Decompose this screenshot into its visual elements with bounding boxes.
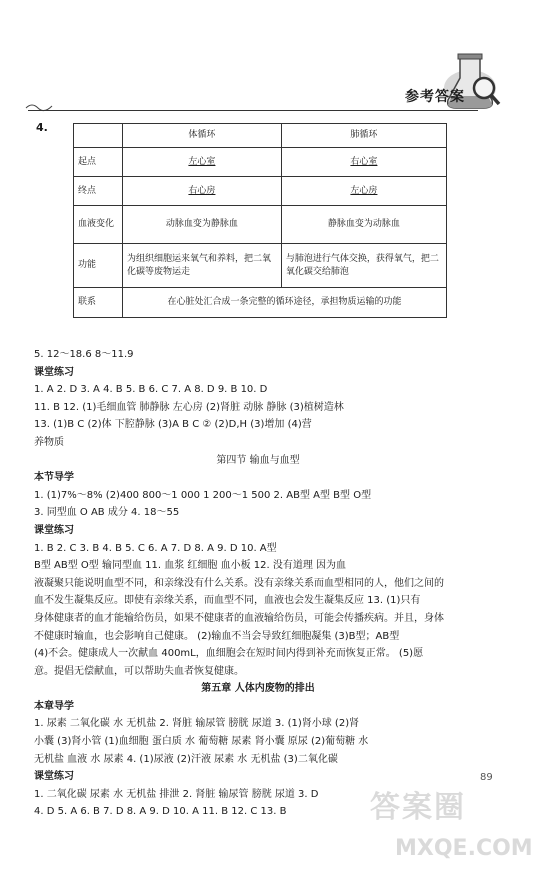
answer-content bbox=[34, 346, 482, 821]
section-heading: 课堂练习 bbox=[34, 366, 74, 378]
answer-line: 11. B 12. (1)毛细血管 肺静脉 左心房 (2)肾脏 动脉 静脉 (3)植树造林 bbox=[34, 401, 344, 413]
cell-body-start: 左心室 bbox=[188, 156, 216, 167]
chapter-title: 第五章 人体内废物的排出 bbox=[201, 683, 315, 695]
table-row bbox=[74, 206, 447, 244]
answer-line: 13. (1)B C (2)体 下腔静脉 (3)A B C ② (2)D,H (3)增加 (4)营 bbox=[34, 419, 312, 431]
cell-lung-end: 左心房 bbox=[350, 185, 378, 196]
answer-line: (4)不会。健康成人一次献血 400mL，血细胞会在短时间内得到补充而恢复正常。 (5)愿 bbox=[34, 648, 424, 660]
table-row bbox=[74, 288, 447, 318]
header-title: 参考答案 bbox=[405, 89, 465, 105]
cell-body-function: 为组织细胞运来氧气和养料，把二氧化碳等废物运走 bbox=[123, 244, 282, 288]
section-heading: 课堂练习 bbox=[34, 771, 74, 783]
answer-line: 1. B 2. C 3. B 4. B 5. C 6. A 7. D 8. A 9. D 10. A型 bbox=[34, 542, 277, 554]
answer-line: 小囊 (3)肾小管 (1)血细胞 蛋白质 水 葡萄糖 尿素 肾小囊 原尿 (2)葡萄糖 水 bbox=[34, 736, 369, 748]
section-title: 第四节 输血与血型 bbox=[216, 454, 300, 466]
answer-line: 血不发生凝集反应。即使有亲缘关系，而血型不同，血液也会发生凝集反应 13. (1)只有 bbox=[34, 595, 421, 607]
row-label: 联系 bbox=[74, 288, 123, 318]
answer-line: 1. 尿素 二氧化碳 水 无机盐 2. 肾脏 输尿管 膀胱 尿道 3. (1)肾小球 (2)肾 bbox=[34, 718, 360, 730]
answer-line: 养物质 bbox=[34, 436, 64, 448]
table-header-row bbox=[74, 124, 447, 148]
cell-link: 在心脏处汇合成一条完整的循环途径，承担物质运输的功能 bbox=[123, 288, 447, 318]
answer-line: 4. D 5. A 6. B 7. D 8. A 9. D 10. A 11. B 12. C 13. B bbox=[34, 806, 287, 818]
section-heading: 本章导学 bbox=[34, 700, 74, 712]
table-row bbox=[74, 177, 447, 206]
row-label: 血液变化 bbox=[74, 206, 123, 244]
cell-lung-start: 右心室 bbox=[350, 156, 378, 167]
table-header-body: 体循环 bbox=[123, 124, 282, 148]
question-number: 4. bbox=[36, 121, 48, 134]
table-header-lung: 肺循环 bbox=[281, 124, 446, 148]
cell-lung-change: 静脉血变为动脉血 bbox=[281, 206, 446, 244]
answer-line: 1. (1)7%～8% (2)400 800～1 000 1 200～1 500 2. AB型 A型 B型 O型 bbox=[34, 489, 372, 501]
table-row bbox=[74, 148, 447, 177]
section-heading: 课堂练习 bbox=[34, 524, 74, 536]
cell-body-end: 右心房 bbox=[188, 185, 216, 196]
answer-line: 1. 二氧化碳 尿素 水 无机盐 排泄 2. 肾脏 输尿管 膀胱 尿道 3. D bbox=[34, 788, 319, 800]
watermark-text: 答案圈 bbox=[370, 790, 466, 825]
answer-line: 无机盐 血液 水 尿素 4. (1)尿液 (2)汗液 尿素 水 无机盐 (3)二氧化碳 bbox=[34, 753, 338, 765]
answer-line: 5. 12～18.6 8～11.9 bbox=[34, 349, 134, 360]
answer-line: 液凝聚只能说明血型不同，和亲缘没有什么关系。没有亲缘关系而血型相同的人，他们之间的 bbox=[34, 577, 444, 589]
page-number: 89 bbox=[480, 772, 493, 783]
answer-line: 1. A 2. D 3. A 4. B 5. B 6. C 7. A 8. D 9. B 10. D bbox=[34, 384, 268, 396]
cell-lung-function: 与肺泡进行气体交换，获得氧气，把二氧化碳交给肺泡 bbox=[281, 244, 446, 288]
cell-body-change: 动脉血变为静脉血 bbox=[123, 206, 282, 244]
row-label: 终点 bbox=[74, 177, 123, 206]
page-header bbox=[0, 0, 534, 120]
row-label: 起点 bbox=[74, 148, 123, 177]
watermark-url: MXQE.COM bbox=[395, 836, 533, 861]
table-row bbox=[74, 244, 447, 288]
swirl-decoration-icon bbox=[24, 100, 54, 114]
answer-line: 不健康时输血，也会影响自己健康。 (2)输血不当会导致红细胞凝集 (3)B型；AB型 bbox=[34, 630, 400, 642]
answer-line: 身体健康者的血才能输给伤员，如果不健康者的血液输给伤员，可能会传播疾病。并且，身体 bbox=[34, 612, 444, 624]
header-rule bbox=[28, 110, 478, 111]
table-corner-cell bbox=[74, 124, 123, 148]
answer-line: B型 AB型 O型 输同型血 11. 血浆 红细胞 血小板 12. 没有道理 因为血 bbox=[34, 560, 347, 572]
section-heading: 本节导学 bbox=[34, 472, 74, 484]
answer-line: 3. 同型血 O AB 成分 4. 18～55 bbox=[34, 507, 180, 519]
circulation-table bbox=[73, 123, 447, 318]
row-label: 功能 bbox=[74, 244, 123, 288]
answer-line: 意。提倡无偿献血，可以帮助失血者恢复健康。 bbox=[34, 665, 244, 677]
magnifier-flask-icon bbox=[440, 48, 502, 118]
